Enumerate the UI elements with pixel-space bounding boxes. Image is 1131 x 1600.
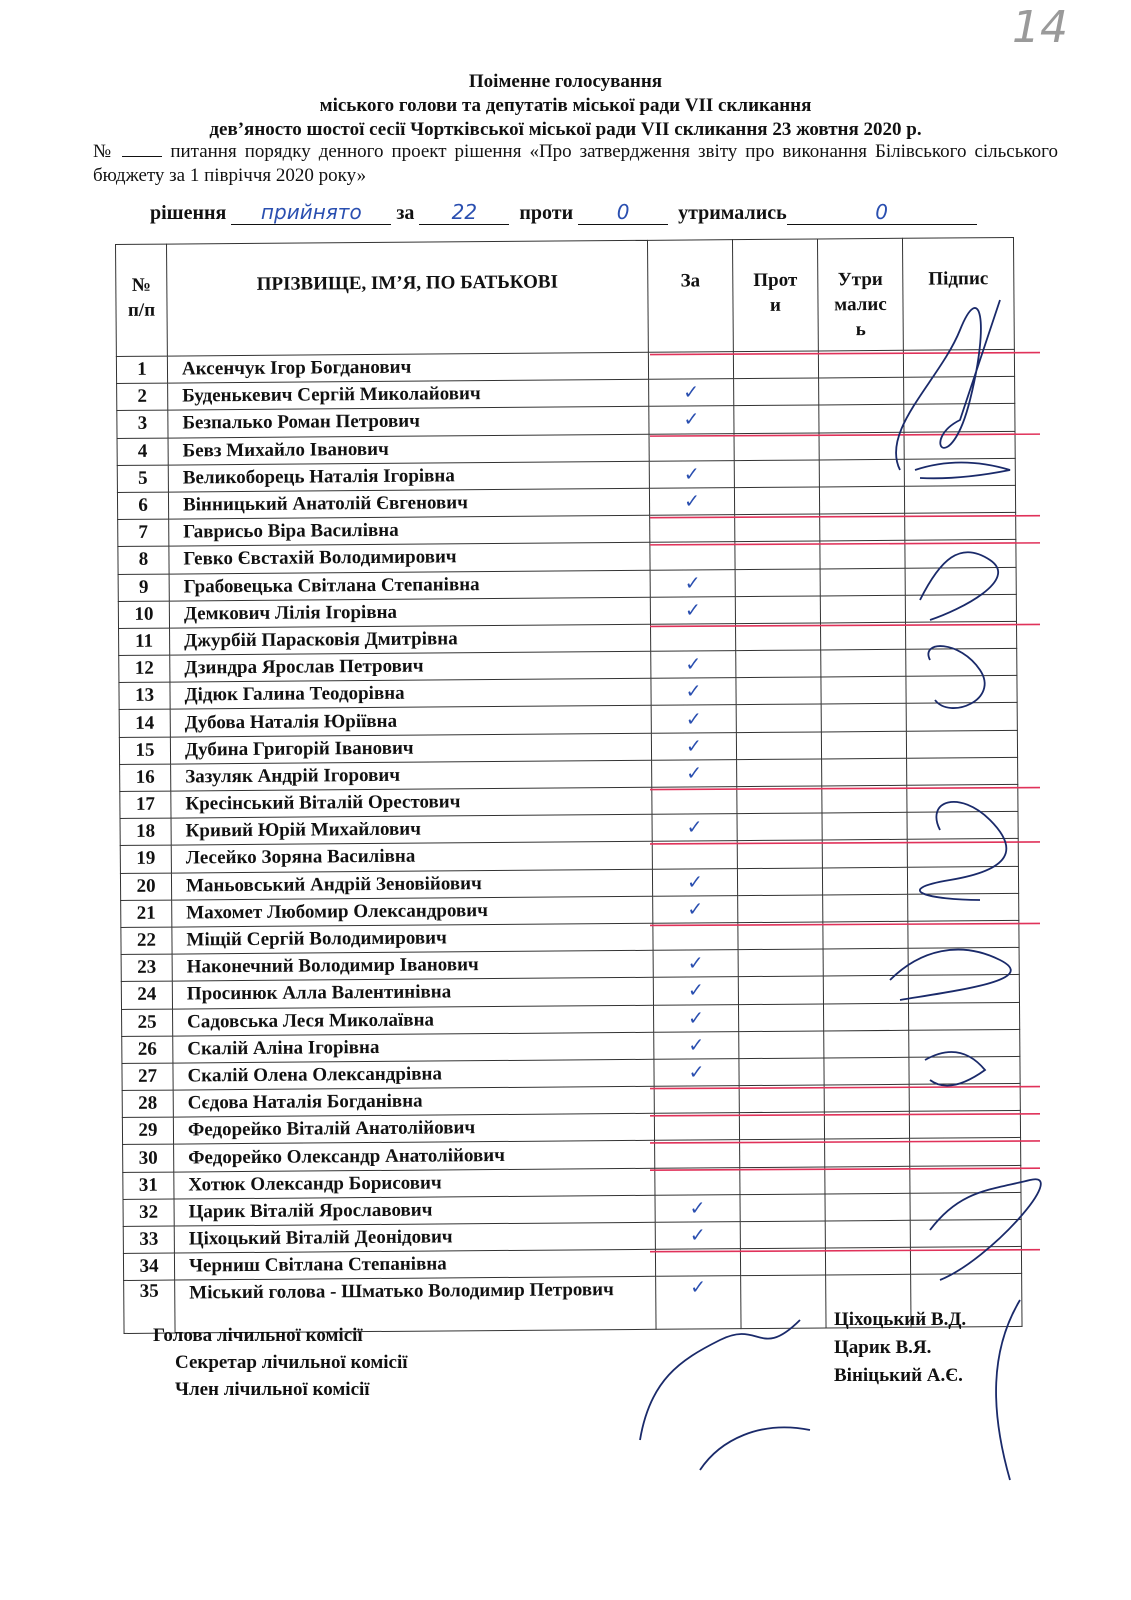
deputy-name: Дідюк Галина Теодорівна [170,679,651,710]
vote-abstain-cell [822,867,907,895]
deputy-name: Гаврисьо Віра Василівна [169,515,650,546]
vote-for-cell [649,433,734,461]
signature-cell [905,594,1016,622]
vote-against-cell [741,1275,826,1329]
vote-for-cell: ✓ [651,705,736,733]
vote-abstain-cell [825,1220,910,1248]
for-label: за [396,202,415,224]
deputy-name: Черниш Світлана Степанівна [174,1249,655,1280]
vote-against-cell [738,1003,823,1031]
vote-against-cell [735,596,820,624]
deputy-name: Федорейко Віталій Анатолійович [173,1114,654,1145]
row-number: 18 [120,818,171,846]
signature-cell [904,377,1015,405]
vote-abstain-cell [820,568,905,596]
document-header [0,70,1131,142]
vote-abstain-cell [825,1193,910,1221]
vote-against-cell [734,378,819,406]
deputy-name: Дубина Григорій Іванович [170,733,651,764]
vote-abstain-cell [823,948,908,976]
vote-abstain-cell [823,921,908,949]
deputy-name: Просинюк Алла Валентинівна [172,978,653,1009]
col-header-for: За [647,240,733,353]
row-number: 33 [123,1226,174,1254]
vote-for-cell: ✓ [653,1004,738,1032]
signature-cell [905,513,1016,541]
commission-members [834,1306,966,1390]
deputy-name: Аксенчук Ігор Богданович [167,352,648,383]
col-header-name: ПРІЗВИЩЕ, ІМ’Я, ПО БАТЬКОВІ [167,240,649,356]
vote-against-cell [736,650,821,678]
deputy-name: Безпалько Роман Петрович [168,407,649,438]
row-number: 17 [120,791,171,819]
member-name: Вініцький А.Є. [834,1365,963,1386]
vote-abstain-cell [820,622,905,650]
vote-for-cell: ✓ [652,814,737,842]
row-number: 32 [123,1199,174,1227]
vote-against-cell [735,568,820,596]
vote-abstain-cell [822,840,907,868]
row-number: 15 [119,737,170,765]
signature-cell [904,431,1015,459]
vote-against-cell [738,895,823,923]
signature-cell [909,1056,1020,1084]
abstain-value: 0 [787,200,977,225]
chair-name: Ціхоцький В.Д. [834,1309,967,1330]
deputy-name: Сєдова Наталія Богданівна [173,1086,654,1117]
vote-abstain-cell [819,377,904,405]
vote-for-cell: ✓ [653,950,738,978]
vote-against-cell [734,433,819,461]
commission-member-label: Член лічильної комісії [175,1379,370,1400]
signature-cell [906,703,1017,731]
vote-for-cell: ✓ [656,1276,741,1330]
decision-value: прийнято [231,200,391,225]
vote-against-cell [734,405,819,433]
against-label: проти [519,202,574,224]
deputy-name: Дубова Наталія Юріївна [170,706,651,737]
signature-cell [908,1002,1019,1030]
vote-against-cell [735,541,820,569]
col-header-abstain: Утри малис ь [817,238,903,351]
row-number: 13 [119,682,170,710]
deputy-name: Дзиндра Ярослав Петрович [170,651,651,682]
row-number: 9 [118,574,169,602]
vote-abstain-cell [824,1030,909,1058]
signature-cell [910,1219,1021,1247]
deputy-name: Джурбій Парасковія Дмитрівна [170,624,651,655]
secretary-name: Царик В.Я. [834,1337,932,1358]
deputy-name: Грабовецька Світлана Степанівна [169,570,650,601]
abstain-label: утримались [678,202,787,224]
deputy-name: Вінницький Анатолій Євгенович [168,488,649,519]
signature-cell [910,1165,1021,1193]
vote-abstain-cell [824,1057,909,1085]
deputy-name: Кривий Юрій Михайлович [171,814,652,845]
decision-line [150,200,1030,225]
signature-cell [906,730,1017,758]
signature-scribble [700,1427,810,1470]
row-number: 14 [119,710,170,738]
row-number: 2 [117,383,168,411]
row-number: 21 [121,900,172,928]
signature-cell [910,1192,1021,1220]
vote-against-cell [737,868,822,896]
vote-for-cell [654,1086,739,1114]
row-number: 4 [117,438,168,466]
vote-against-cell [739,1031,824,1059]
deputy-name: Кресінський Віталій Орестович [171,787,652,818]
vote-for-cell: ✓ [652,868,737,896]
vote-against-cell [735,514,820,542]
vote-against-cell [736,732,821,760]
question-text: питання порядку денного проект рішення «Про затвердження звіту про виконання Білівського сільського бюджету за 1 півріччя 2020 року» [93,141,1058,186]
vote-against-cell [739,1085,824,1113]
row-number: 23 [121,954,172,982]
row-number: 12 [119,655,170,683]
vote-for-cell: ✓ [655,1194,740,1222]
signature-cell [904,485,1015,513]
signature-cell [907,784,1018,812]
vote-against-cell [738,949,823,977]
vote-abstain-cell [822,758,907,786]
deputy-name: Бевз Михайло Іванович [168,434,649,465]
row-number: 5 [117,465,168,493]
row-number: 27 [122,1063,173,1091]
vote-against-cell [740,1248,825,1276]
row-number: 22 [121,927,172,955]
vote-for-cell: ✓ [649,406,734,434]
question-number-blank [122,142,162,157]
vote-for-cell [648,352,733,380]
signature-cell [905,621,1016,649]
vote-abstain-cell [825,1247,910,1275]
deputy-name: Махомет Любомир Олександрович [172,896,653,927]
header-session: дев’яносто шостої сесії Чортківської міської ради VII скликання 23 жовтня 2020 р. [209,119,922,140]
vote-for-cell [652,787,737,815]
vote-for-cell: ✓ [654,1031,739,1059]
vote-for-cell: ✓ [653,895,738,923]
vote-against-cell [740,1139,825,1167]
header-subtitle: міського голови та депутатів міської ради VII скликання [319,95,812,116]
vote-against-cell [739,1112,824,1140]
deputy-name: Гевко Євстахій Володимирович [169,543,650,574]
vote-for-cell [652,841,737,869]
deputy-name: Ціхоцький Віталій Деонідович [174,1222,655,1253]
deputy-name: Міщій Сергій Володимирович [172,923,653,954]
vote-abstain-cell [820,541,905,569]
vote-for-cell [650,515,735,543]
vote-for-cell: ✓ [650,569,735,597]
vote-abstain-cell [823,894,908,922]
row-number: 7 [118,519,169,547]
vote-against-cell [736,677,821,705]
col-header-against: Прот и [732,239,818,352]
vote-abstain-cell [819,405,904,433]
vote-for-cell: ✓ [651,651,736,679]
vote-abstain-cell [818,350,903,378]
header-title: Поіменне голосування [468,71,663,92]
vote-for-cell: ✓ [649,460,734,488]
counting-commission [153,1322,408,1403]
signature-cell [905,540,1016,568]
vote-abstain-cell [821,704,906,732]
vote-for-cell: ✓ [651,678,736,706]
agenda-question [93,140,1058,188]
vote-for-cell [650,542,735,570]
signature-cell [907,866,1018,894]
col-header-number: № п/п [116,244,168,356]
signature-cell [909,1111,1020,1139]
deputy-name: Садовська Леся Миколаївна [173,1005,654,1036]
vote-abstain-cell [821,731,906,759]
vote-for-cell: ✓ [650,596,735,624]
signature-cell [909,1029,1020,1057]
decision-label: рішення [150,202,227,224]
row-number: 26 [122,1036,173,1064]
row-number: 30 [123,1145,174,1173]
deputy-name: Демкович Лілія Ігорівна [169,597,650,628]
row-number: 35 [124,1280,175,1333]
col-header-signature: Підпис [902,237,1014,350]
vote-against-cell [737,786,822,814]
against-value: 0 [578,200,668,225]
signature-cell [908,920,1019,948]
vote-abstain-cell [824,1112,909,1140]
vote-for-cell: ✓ [653,977,738,1005]
vote-against-cell [734,460,819,488]
deputy-name: Царик Віталій Ярославович [174,1195,655,1226]
deputy-name: Маньовський Андрій Зеновійович [171,869,652,900]
vote-abstain-cell [822,812,907,840]
vote-for-cell [655,1140,740,1168]
vote-for-cell [655,1167,740,1195]
row-number: 1 [116,356,167,384]
row-number: 6 [117,492,168,520]
row-number: 28 [122,1090,173,1118]
deputy-name: Скалій Олена Олександрівна [173,1059,654,1090]
row-number: 11 [119,628,170,656]
signature-cell [907,757,1018,785]
signature-cell [904,404,1015,432]
signature-cell [903,349,1014,377]
roll-call-table [115,237,1023,1334]
vote-against-cell [737,840,822,868]
signature-cell [908,948,1019,976]
signature-cell [910,1247,1021,1275]
signature-cell [908,893,1019,921]
signature-cell [907,812,1018,840]
row-number: 31 [123,1172,174,1200]
vote-for-cell: ✓ [655,1222,740,1250]
vote-for-cell: ✓ [649,488,734,516]
deputy-name: Наконечний Володимир Іванович [172,950,653,981]
vote-against-cell [734,487,819,515]
vote-for-cell: ✓ [654,1059,739,1087]
vote-abstain-cell [825,1166,910,1194]
row-number: 34 [123,1253,174,1281]
vote-abstain-cell [824,1084,909,1112]
vote-against-cell [737,759,822,787]
deputy-name: Лесейко Зоряна Василівна [171,842,652,873]
vote-abstain-cell [821,677,906,705]
vote-abstain-cell [819,459,904,487]
row-number: 8 [118,546,169,574]
row-number: 16 [120,764,171,792]
vote-abstain-cell [822,785,907,813]
vote-for-cell [651,624,736,652]
vote-abstain-cell [823,976,908,1004]
deputy-name: Міський голова - Шматько Володимир Петрович [175,1277,656,1334]
signature-cell [908,975,1019,1003]
deputy-name: Федорейко Олександр Анатолійович [174,1141,655,1172]
table-header-row [116,237,1015,356]
vote-against-cell [738,976,823,1004]
vote-against-cell [740,1221,825,1249]
deputy-name: Зазуляк Андрій Ігорович [171,760,652,791]
deputy-name: Великоборець Наталія Ігорівна [168,461,649,492]
row-number: 25 [122,1009,173,1037]
vote-for-cell [655,1249,740,1277]
signature-cell [904,458,1015,486]
vote-against-cell [739,1058,824,1086]
row-number: 19 [120,845,171,873]
row-number: 29 [122,1117,173,1145]
row-number: 3 [117,410,168,438]
vote-for-cell [653,923,738,951]
vote-against-cell [736,704,821,732]
signature-cell [906,676,1017,704]
signature-cell [907,839,1018,867]
vote-for-cell: ✓ [652,759,737,787]
vote-abstain-cell [819,486,904,514]
vote-abstain-cell [825,1139,910,1167]
signature-scribble [640,1320,800,1440]
vote-for-cell: ✓ [651,732,736,760]
vote-abstain-cell [821,649,906,677]
vote-against-cell [738,922,823,950]
row-number: 24 [121,981,172,1009]
vote-abstain-cell [820,595,905,623]
deputy-name: Буденькевич Сергій Миколайович [168,380,649,411]
vote-abstain-cell [820,513,905,541]
signature-cell [906,648,1017,676]
vote-abstain-cell [819,432,904,460]
signature-cell [905,567,1016,595]
deputy-name: Хотюк Олександр Борисович [174,1168,655,1199]
question-prefix: № [93,141,115,162]
vote-abstain-cell [823,1003,908,1031]
vote-against-cell [740,1194,825,1222]
signature-cell [910,1138,1021,1166]
commission-secretary-label: Секретар лічильної комісії [175,1352,408,1373]
page-number: 14 [1012,2,1068,53]
vote-for-cell: ✓ [649,379,734,407]
vote-against-cell [735,623,820,651]
vote-against-cell [740,1167,825,1195]
deputy-name: Скалій Аліна Ігорівна [173,1032,654,1063]
row-number: 20 [120,873,171,901]
row-number: 10 [118,601,169,629]
for-value: 22 [419,200,509,225]
vote-against-cell [737,813,822,841]
commission-chair-label: Голова лічильної комісії [153,1325,363,1346]
vote-against-cell [733,351,818,379]
signature-cell [909,1083,1020,1111]
vote-for-cell [654,1113,739,1141]
